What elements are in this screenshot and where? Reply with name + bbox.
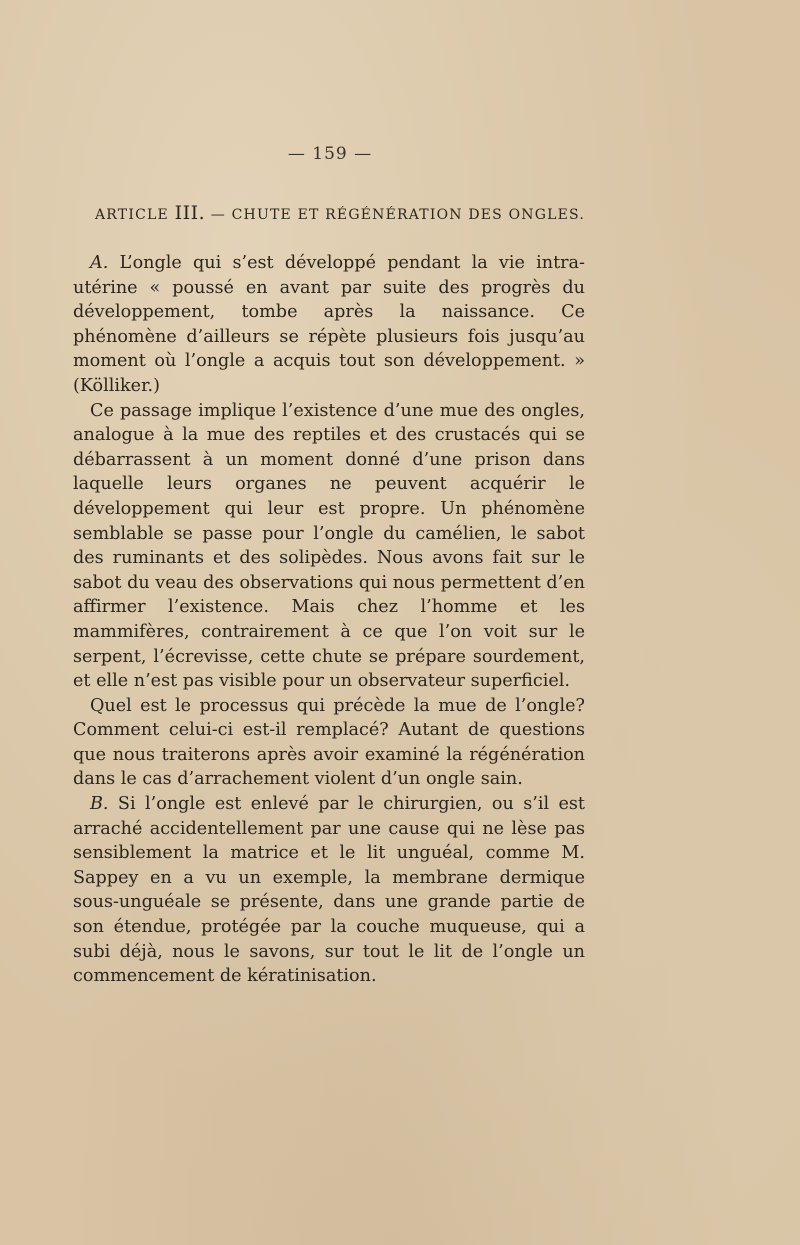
article-dash: — bbox=[210, 207, 226, 223]
paragraph-text: L’ongle qui s’est développé pendant la vie intra-utérine « poussé en avant par suite des progrès du développement, tombe après la naissance. Ce phénomène d’ailleurs se répète plusieurs fois jusqu’au moment où l’ongle a acquis tout son développement. » (Kölliker.) bbox=[73, 253, 585, 396]
paragraph-text: Si l’ongle est enlevé par le chirurgien, ou s’il est arraché accidentellement par une cause qui ne lèse pas sensiblement la matrice et le lit unguéal, comme M. Sappey en a vu un exemple, la membrane dermique sous-unguéale se présente, dans une grande partie de son étendue, protégée par la couche muqueuse, qui a subi déjà, nous le savons, sur tout le lit de l’ongle un commencement de kératinisation. bbox=[73, 794, 585, 987]
paragraph-text: Ce passage implique l’existence d’une mue des ongles, analogue à la mue des reptiles et des crustacés qui se débarrassent à un moment donné d’une prison dans laquelle leurs organes ne peuvent acquérir le développement qui leur est propre. Un phénomène semblable se passe pour l’ongle du camélien, le sabot des ruminants et des solipèdes. Nous avons fait sur le sabot du veau des observations qui nous permettent d’en affirmer l’existence. Mais chez l’homme et les mammifères, contrairement à ce que l’on voit sur le serpent, l’écrevisse, cette chute se prépare sourdement, et elle n’est pas visible pour un observateur superficiel. bbox=[73, 400, 585, 692]
paragraph-a bbox=[73, 251, 585, 399]
body-text bbox=[73, 251, 585, 989]
paragraph bbox=[73, 399, 585, 694]
article-label: ARTICLE bbox=[95, 207, 169, 223]
page-number: — 159 — bbox=[287, 144, 373, 164]
paragraph-marker-b: B. bbox=[90, 794, 109, 815]
article-number: III. bbox=[174, 202, 206, 224]
paragraph bbox=[73, 694, 585, 792]
paragraph-marker-a: A. bbox=[90, 253, 109, 273]
article-title: CHUTE ET RÉGÉNÉRATION DES ONGLES. bbox=[231, 207, 585, 223]
paragraph-b bbox=[73, 792, 585, 989]
article-heading bbox=[95, 202, 585, 224]
paragraph-text: Quel est le processus qui précède la mue de l’ongle? Comment celui-ci est-il remplacé? Autant de questions que nous traiterons après avoir examiné la régénération dans le cas d’arrachement violent d’un ongle sain. bbox=[73, 695, 585, 790]
